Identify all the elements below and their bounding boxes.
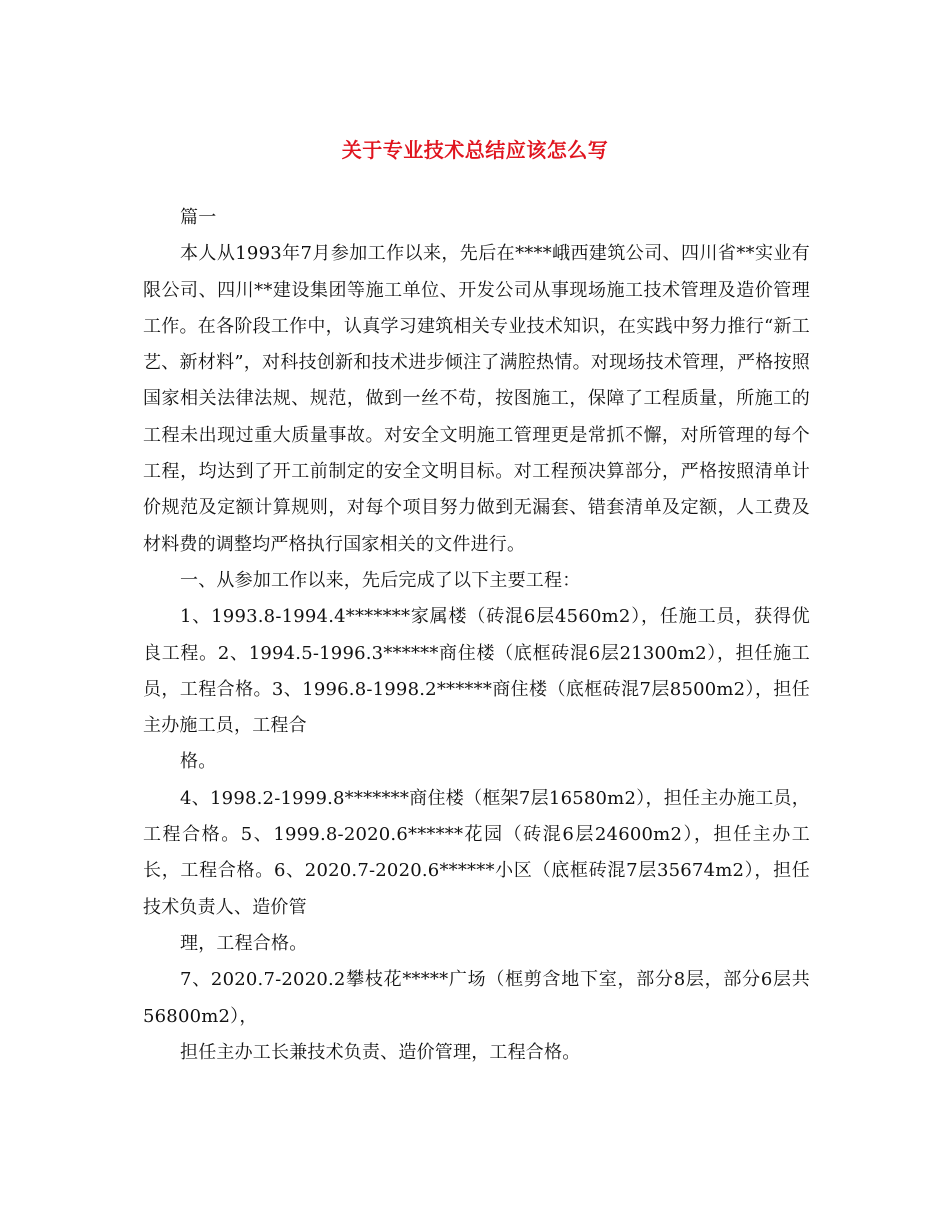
projects-heading: 一、从参加工作以来，先后完成了以下主要工程：	[180, 569, 581, 591]
projects-paragraph-2: 4、1998.2-1999.8*******商住楼（框架7层16580m2），担任主办施工员，工程合格。5、1999.8-2020.6******花园（砖混6层24600m2），担任主办工长，工程合格。6、2020.7-2020.6******小区（底框砖混7层35674m2），担任技术负责人、造价管	[143, 787, 810, 918]
projects-paragraph-1-tail: 格。	[180, 751, 217, 773]
document-body	[143, 200, 810, 1071]
document-title: 关于专业技术总结应该怎么写	[341, 138, 609, 162]
projects-paragraph-3: 7、2020.7-2020.2攀枝花*****广场（框剪含地下室，部分8层，部分6层共56800m2），	[143, 969, 810, 1027]
section-label: 篇一	[180, 207, 217, 228]
projects-paragraph-3-tail: 担任主办工长兼技术负责、造价管理，工程合格。	[180, 1041, 581, 1063]
projects-paragraph-1: 1、1993.8-1994.4*******家属楼（砖混6层4560m2），任施工员，获得优良工程。2、1994.5-1996.3******商住楼（底框砖混6层21300m2），担任施工员，工程合格。3、1996.8-1998.2******商住楼（底框砖混7层8500m2），担任主办施工员，工程合	[143, 606, 810, 737]
projects-paragraph-2-tail: 理，工程合格。	[180, 932, 308, 954]
intro-paragraph: 本人从1993年7月参加工作以来，先后在****峨西建筑公司、四川省**实业有限公司、四川**建设集团等施工单位、开发公司从事现场施工技术管理及造价管理工作。在各阶段工作中，认真学习建筑相关专业技术知识，在实践中努力推行“新工艺、新材料”，对科技创新和技术进步倾注了满腔热情。对现场技术管理，严格按照国家相关法律法规、规范，做到一丝不苟，按图施工，保障了工程质量，所施工的工程未出现过重大质量事故。对安全文明施工管理更是常抓不懈，对所管理的每个工程，均达到了开工前制定的安全文明目标。对工程预决算部分，严格按照清单计价规范及定额计算规则，对每个项目努力做到无漏套、错套清单及定额，人工费及材料费的调整均严格执行国家相关的文件进行。	[143, 243, 810, 555]
